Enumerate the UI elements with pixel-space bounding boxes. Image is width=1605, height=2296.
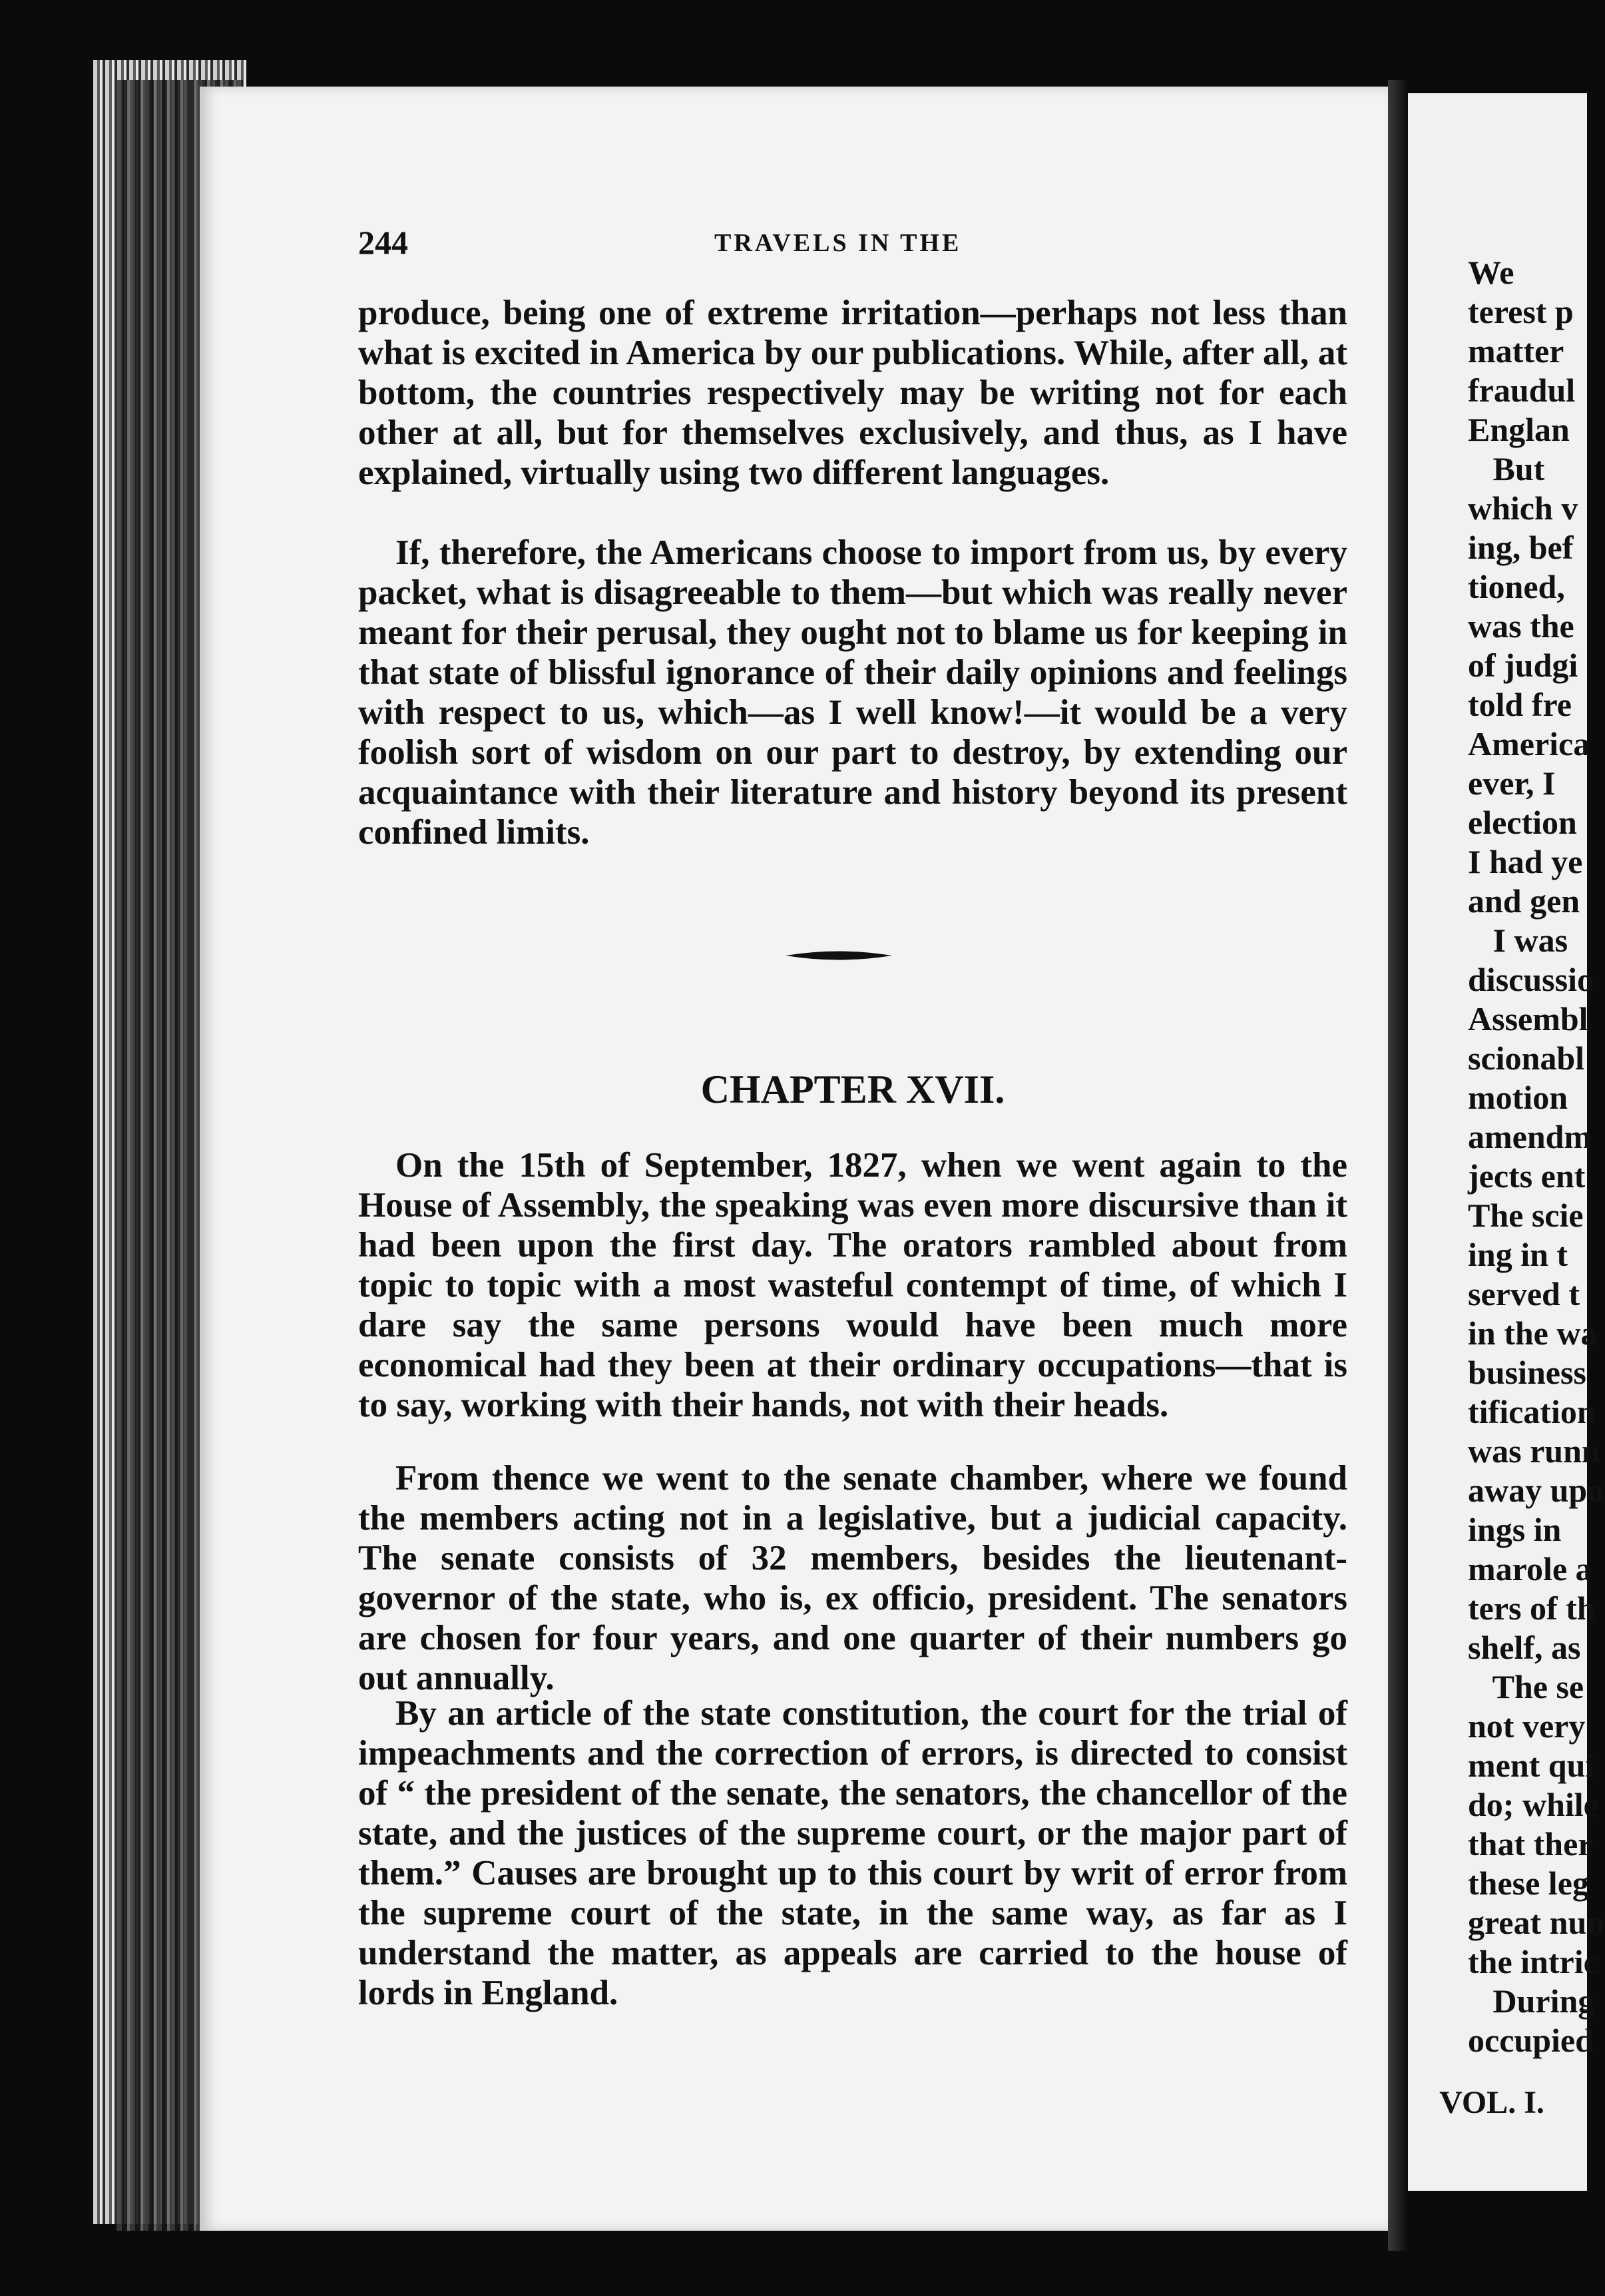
page-number: 244 (358, 224, 408, 261)
book-gutter (1388, 80, 1408, 2251)
running-head: TRAVELS IN THE (714, 229, 962, 257)
paragraph-5: By an article of the state constitution, the court for the trial of impeachments and the correction of errors, is directed to consist of “ the president of the senate, the senators, the chancellor of the state, and the justices of the supreme court, or the major part of them.” Causes are brought up to this court by writ of error from the supreme court of the state, in the same way, as far as I understand the matter, as appeals are carried to the house of lords in England. (358, 1694, 1347, 2012)
section-divider-ornament (786, 946, 892, 966)
right-page-partial (1408, 93, 1605, 2191)
page-header (358, 223, 1343, 270)
chapter-title: CHAPTER XVII. (700, 1067, 1005, 1111)
right-page-footer: VOL. I. (1408, 2085, 1544, 2120)
paragraph-3: On the 15th of September, 1827, when we went again to the House of Assembly, the speaking was even more discursive than it had been upon the first day. The orators rambled about from topic to topic with a most wasteful contempt of time, of which I dare say the same persons would have been much more economical had they been at their ordinary occupations—that is to say, working with their hands, not with their heads. (358, 1146, 1347, 1424)
paragraph-1: produce, being one of extreme irritation—perhaps not less than what is excited in America by our publications. While, after all, at bottom, the countries respectively may be writing not for each other at all, but for themselves exclusively, and thus, as I have explained, virtually using two different languages. (358, 294, 1347, 492)
paragraph-4: From thence we went to the senate chamber, where we found the members acting not in a legislative, but a judicial capacity. The senate consists of 32 members, besides the lieutenant-governor of the state, who is, ex officio, president. The senators are chosen for four years, and one quarter of their numbers go out annually. (358, 1459, 1347, 1697)
right-page-text: We terest p matter fraudul Englan But which v ing, bef tioned, was the of judgi told fre America ever, I election I had ye and gen I was discussio Assembl scionabl motion amendm jects ent The scie ing in t served t in the wa business tification was runn away upo ings in marole a ters of th shelf, as The se not very ment qui do; while that ther these leg great nun the intric During occupied (1468, 254, 1605, 2059)
paragraph-2: If, therefore, the Americans choose to import from us, by every packet, what is disagreeable to them—but which was really never meant for their perusal, they ought not to blame us for keeping in that state of blissful ignorance of their daily opinions and feelings with respect to us, which—as I well know!—it would be a very foolish sort of wisdom on our part to destroy, by extending our acquaintance with their literature and history beyond its present confined limits. (358, 533, 1347, 852)
